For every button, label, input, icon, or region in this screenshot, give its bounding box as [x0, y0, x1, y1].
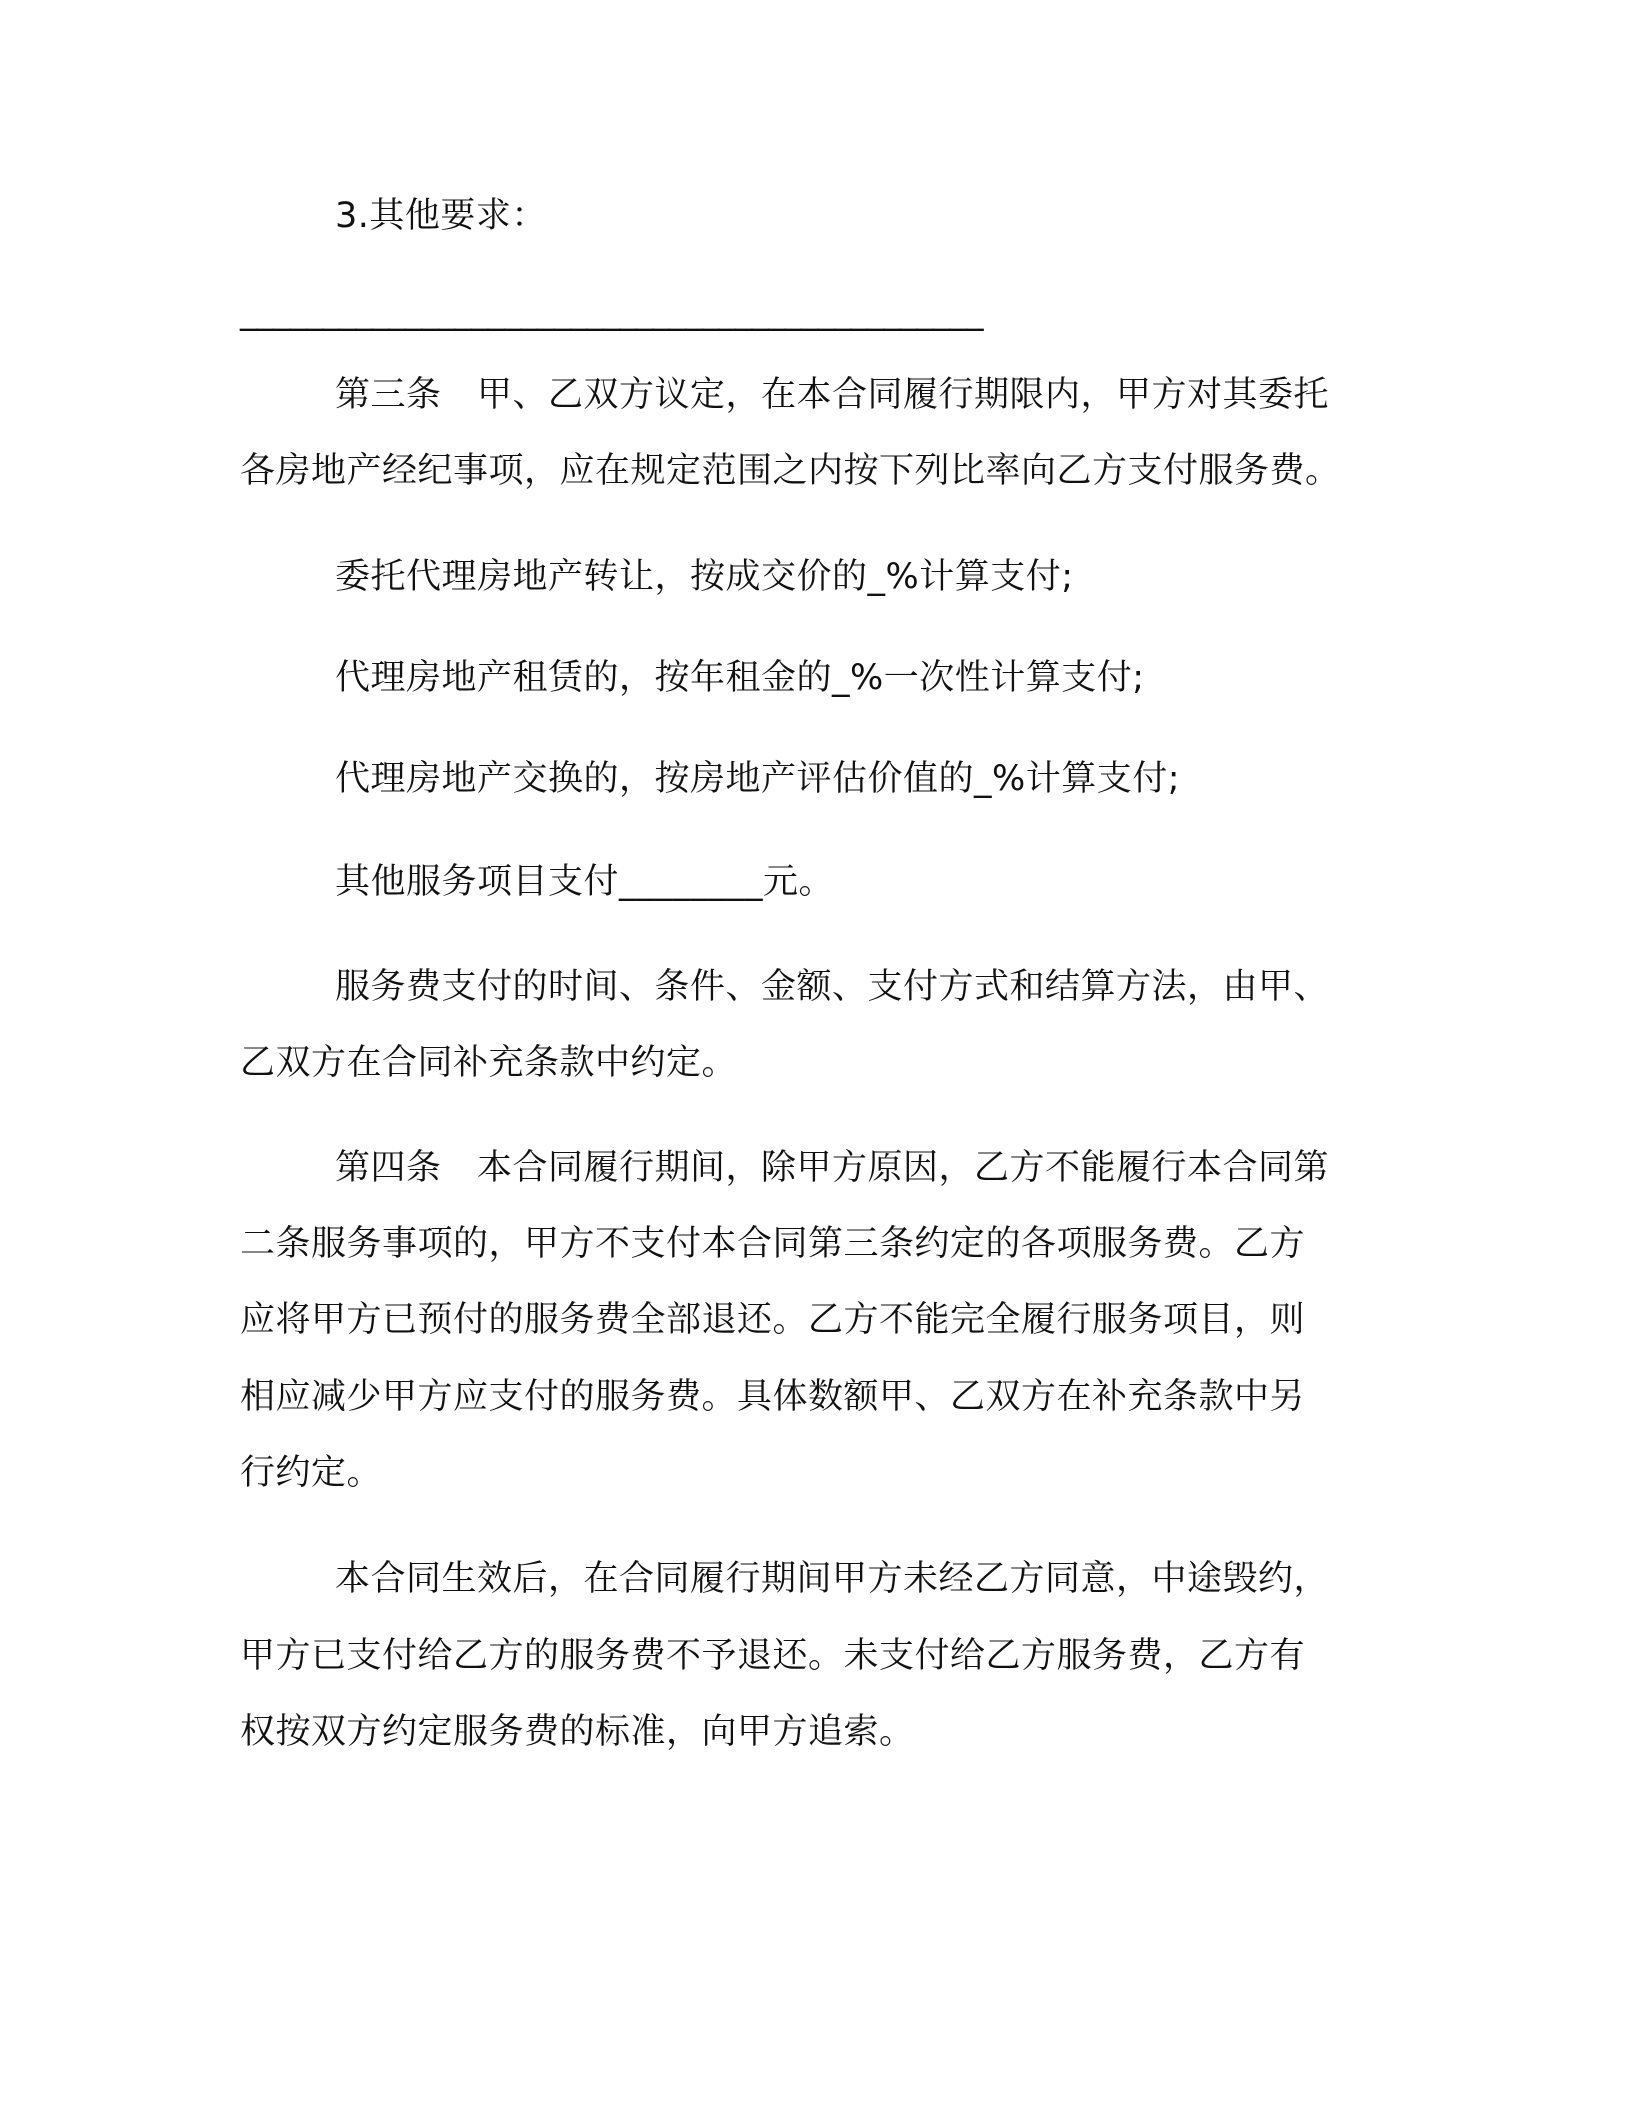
- termination-line2: 甲方已支付给乙方的服务费不予退还。未支付给乙方服务费，乙方有: [240, 1636, 1306, 1676]
- article3-line1: 第三条 甲、乙双方议定，在本合同履行期限内，甲方对其委托: [335, 375, 1330, 415]
- payment-terms-line1: 服务费支付的时间、条件、金额、支付方式和结算方法，由甲、: [335, 967, 1330, 1007]
- payment-terms-line2: 乙双方在合同补充条款中约定。: [240, 1043, 738, 1083]
- rate-transfer: 委托代理房地产转让，按成交价的_%计算支付;: [335, 557, 1074, 597]
- article4-line4: 相应减少甲方应支付的服务费。具体数额甲、乙双方在补充条款中另: [240, 1377, 1306, 1417]
- article4-line1: 第四条 本合同履行期间，除甲方原因，乙方不能履行本合同第: [335, 1148, 1330, 1188]
- item3-heading: 3.其他要求：: [335, 196, 547, 236]
- article4-line5: 行约定。: [240, 1453, 383, 1493]
- rate-lease: 代理房地产租赁的，按年租金的_%一次性计算支付;: [335, 658, 1145, 698]
- rate-exchange: 代理房地产交换的，按房地产评估价值的_%计算支付;: [335, 759, 1181, 799]
- rate-other: 其他服务项目支付________元。: [335, 862, 835, 902]
- blank-fill-line: _____________________________________________: [240, 292, 983, 332]
- article4-line2: 二条服务事项的，甲方不支付本合同第三条约定的各项服务费。乙方: [240, 1224, 1306, 1264]
- article4-line3: 应将甲方已预付的服务费全部退还。乙方不能完全履行服务项目，则: [240, 1300, 1306, 1340]
- termination-line1: 本合同生效后，在合同履行期间甲方未经乙方同意，中途毁约，: [335, 1559, 1330, 1599]
- termination-line3: 权按双方约定服务费的标准，向甲方追索。: [240, 1712, 915, 1752]
- article3-line2: 各房地产经纪事项，应在规定范围之内按下列比率向乙方支付服务费。: [240, 451, 1341, 491]
